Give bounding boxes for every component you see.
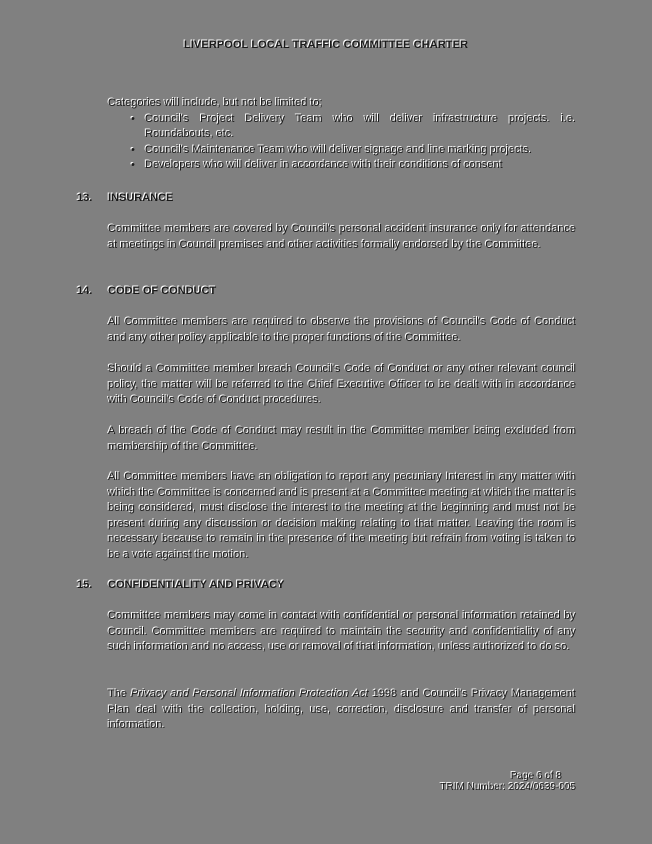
paragraph: All Committee members have an obligation to report any pecuniary Interest in any matter with which the Committee is concerned and is present at a Committee meeting at which the matter is being considered, must disclose the interest to the meeting at the beginning and must not be present during any discussion or decision making relating to that matter. Leaving the room is necessary because to remain in the presence of the meeting but refrain from voting is taken to be a vote against the motion. <box>108 471 576 561</box>
page-number: Page 6 of 8 <box>510 771 562 782</box>
section-heading-insurance: INSURANCE <box>108 192 174 204</box>
section-heading-code-of-conduct: CODE OF CONDUCT <box>108 285 217 297</box>
bullet-icon: • <box>131 112 135 125</box>
section-number: 15. <box>77 579 93 591</box>
list-item: • Council's Project Delivery Team who will deliver infrastructure projects. i.e. Roundabouts, etc. <box>131 112 576 140</box>
paragraph: Committee members are covered by Council's personal accident insurance only for attendance at meetings in Council premises and other activities formally endorsed by the Committee. <box>108 223 576 251</box>
act-name: Privacy and Personal Information Protection Act <box>130 688 369 700</box>
paragraph: Committee members may come in contact with confidential or personal information retained by Council. Committee members are required to maintain the security and confidentiality of any such information and no access, use or removal of that information, unless authorized to do so. <box>108 610 576 653</box>
section-number: 14. <box>77 285 93 297</box>
list-item: • Council's Maintenance Team who will deliver signage and line marking projects. <box>108 143 576 159</box>
trim-number: TRIM Number: 2024/0639-005 <box>440 782 576 793</box>
category-list <box>108 112 576 174</box>
section-heading-confidentiality: CONFIDENTIALITY AND PRIVACY <box>108 579 285 591</box>
bullet-icon: • <box>131 159 135 171</box>
paragraph: Should a Committee member breach Council's Code of Conduct or any other relevant council policy, the matter will be referred to the Chief Executive Officer to be dealt with in accordance with Council's Code of Conduct procedures. <box>108 363 576 406</box>
page-footer <box>400 771 576 793</box>
paragraph: A breach of the Code of Conduct may result in the Committee member being excluded from membership of the Committee. <box>108 425 576 453</box>
bullet-icon: • <box>131 143 135 156</box>
document-title: LIVERPOOL LOCAL TRAFFIC COMMITTEE CHARTER <box>183 39 469 51</box>
privacy-paragraph: The Privacy and Personal Information Protection Act 1998 and Council's Privacy Management Plan deal with the collection, holding, use, correction, disclosure and transfer of personal information. <box>108 688 576 731</box>
paragraph: All Committee members are required to observe the provisions of Council's Code of Conduct and any other policy applicable to the proper functions of the Committee. <box>108 316 576 344</box>
list-item: • Developers who will deliver in accordance with their conditions of consent <box>108 158 576 174</box>
intro-block <box>108 96 576 174</box>
intro-lead: Categories will include, but not be limited to; <box>108 97 323 109</box>
section-number: 13. <box>77 192 93 204</box>
